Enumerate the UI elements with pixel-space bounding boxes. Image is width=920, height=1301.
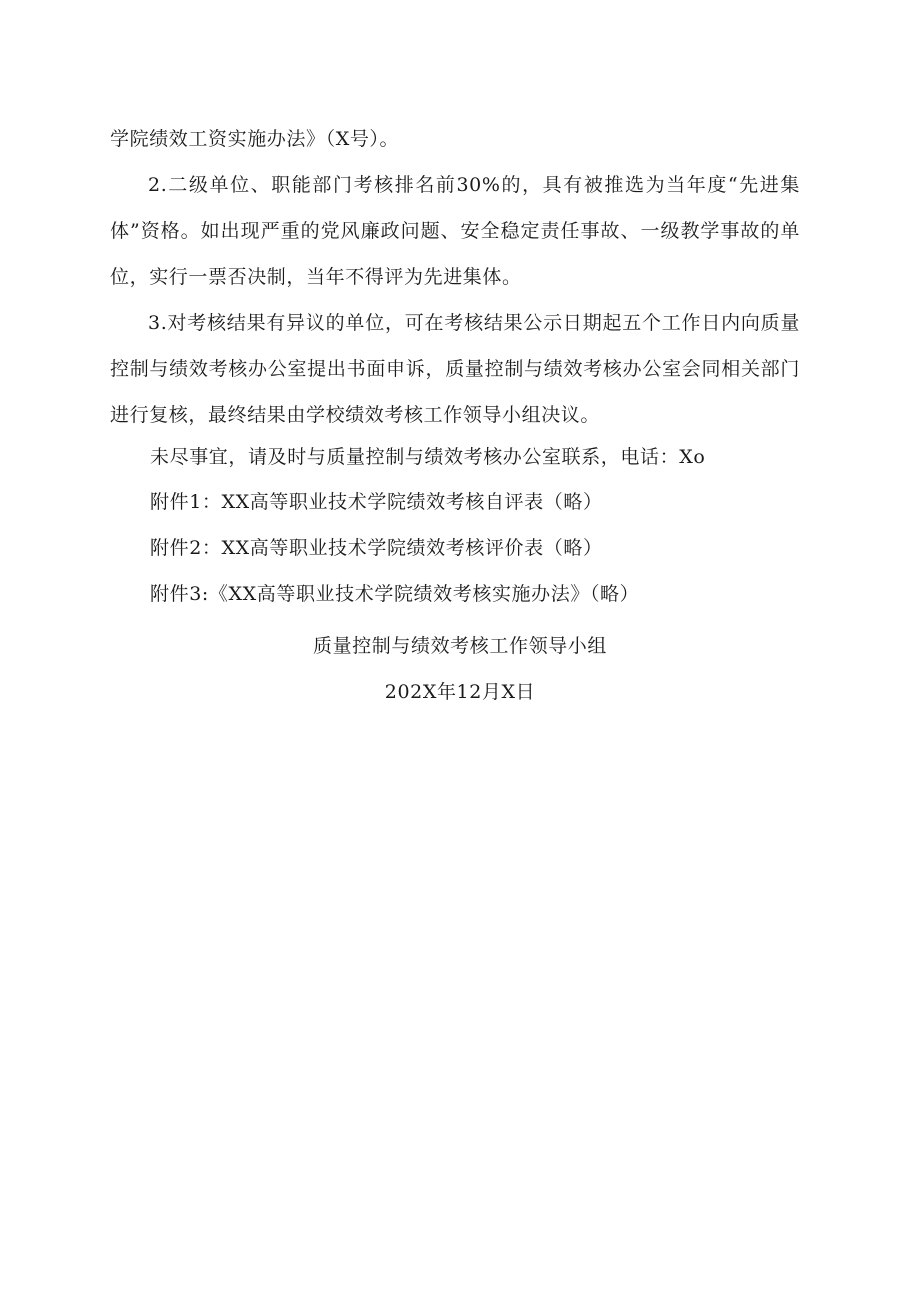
paragraph-item-3: 3.对考核结果有异议的单位，可在考核结果公示日期起五个工作日内向质量控制与绩效考核办公室提出书面申诉，质量控制与绩效考核办公室会同相关部门进行复核，最终结果由学校绩效考核工作领导小组决议。 [110, 312, 800, 426]
attachment-3: 附件3:《XX高等职业技术学院绩效考核实施办法》（略） [150, 583, 640, 605]
paragraph-item-2: 2.二级单位、职能部门考核排名前30%的，具有被推选为当年度“先进集体”资格。如出现严重的党风廉政问题、安全稳定责任事故、一级教学事故的单位，实行一票否决制，当年不得评为先进集体。 [110, 174, 800, 288]
paragraph-continuation: 学院绩效工资实施办法》（X号）。 [110, 128, 400, 150]
attachment-2: 附件2：XX高等职业技术学院绩效考核评价表（略） [150, 537, 603, 559]
signature-date: 202X年12月X日 [384, 681, 536, 703]
attachment-1: 附件1：XX高等职业技术学院绩效考核自评表（略） [150, 491, 603, 513]
signature-org: 质量控制与绩效考核工作领导小组 [312, 635, 607, 657]
contact-line: 未尽事宜，请及时与质量控制与绩效考核办公室联系，电话：Xo [150, 446, 706, 468]
